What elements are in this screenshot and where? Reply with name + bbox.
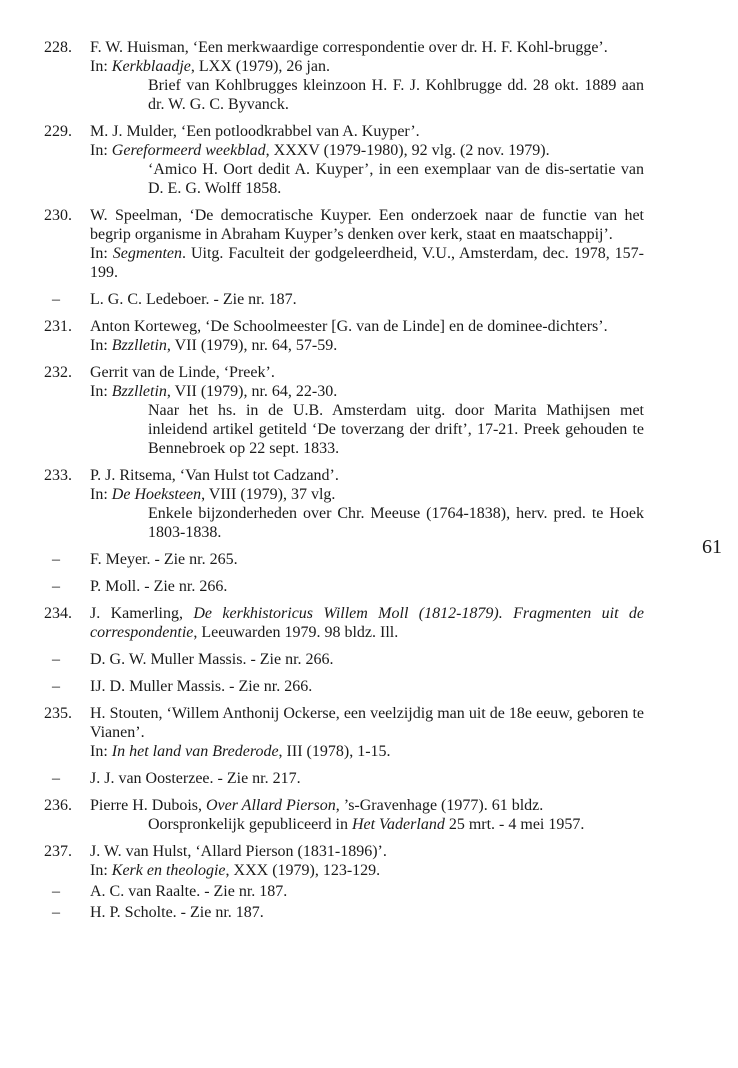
entry-dash: –: [52, 551, 60, 568]
entry-source: In: Kerkblaadje, LXX (1979), 26 jan.: [90, 58, 330, 75]
entry-number: 232.: [44, 364, 72, 381]
entry-citation: H. Stouten, ‘Willem Anthonij Ockerse, een veelzijdig man uit de 18e eeuw, geboren te Vianen’.: [90, 705, 644, 741]
entry-dash: –: [52, 678, 60, 695]
source-title: Kerk en theologie: [111, 862, 226, 879]
page-number: 61: [702, 536, 722, 558]
cross-reference-entry: [44, 882, 644, 901]
entry-229: [44, 122, 644, 198]
entry-230: [44, 206, 644, 282]
entry-annotation: ‘Amico H. Oort dedit A. Kuyper’, in een exemplaar van de dis-sertatie van D. E. G. Wolff 1858.: [148, 161, 644, 197]
source-title: Bzzlletin: [111, 383, 167, 400]
entry-citation: M. J. Mulder, ‘Een potloodkrabbel van A. Kuyper’.: [90, 123, 420, 140]
entry-citation: Pierre H. Dubois, Over Allard Pierson, ’s-Gravenhage (1977). 61 bldz.: [90, 797, 544, 814]
entry-236: [44, 796, 644, 834]
entry-dash: –: [52, 883, 60, 900]
entry-235: [44, 704, 644, 761]
entry-237: [44, 842, 644, 880]
entry-annotation: Naar het hs. in de U.B. Amsterdam uitg. door Marita Mathijsen met inleidend artikel getiteld ‘De toverzang der drift’, 17-21. Preek gehouden te Bennebroek op 22 sept. 1833.: [148, 402, 644, 457]
entry-number: 230.: [44, 207, 72, 224]
entry-citation: F. W. Huisman, ‘Een merkwaardige correspondentie over dr. H. F. Kohl-brugge’.: [90, 39, 608, 56]
cross-reference-entry: [44, 650, 644, 669]
cross-reference-entry: [44, 550, 644, 569]
entry-citation: J. J. van Oosterzee. - Zie nr. 217.: [90, 770, 301, 787]
entry-source: In: De Hoeksteen, VIII (1979), 37 vlg.: [90, 486, 336, 503]
entry-citation: J. Kamerling, De kerkhistoricus Willem Moll (1812-1879). Fragmenten uit de correspondentie, Leeuwarden 1979. 98 bldz. Ill.: [90, 605, 645, 641]
entry-source: In: Segmenten. Uitg. Faculteit der godgeleerdheid, V.U., Amsterdam, dec. 1978, 157-199.: [90, 245, 644, 281]
entry-source: In: Bzzlletin, VII (1979), nr. 64, 57-59.: [90, 337, 338, 354]
entry-number: 229.: [44, 123, 72, 140]
cross-reference-entry: [44, 577, 644, 596]
source-title: Kerkblaadje: [111, 58, 191, 75]
book-title: De kerkhistoricus Willem Moll (1812-1879). Fragmenten uit de correspondentie: [90, 605, 645, 641]
entry-232: [44, 363, 644, 458]
entry-source: In: Bzzlletin, VII (1979), nr. 64, 22-30.: [90, 383, 338, 400]
entry-citation: W. Speelman, ‘De democratische Kuyper. Een onderzoek naar de functie van het begrip organisme in Abraham Kuyper’s denken over kerk, staat en maatschappij’.: [90, 207, 644, 243]
source-title: Segmenten: [112, 245, 183, 262]
entry-dash: –: [52, 291, 60, 308]
annotation-title: Het Vaderland: [351, 816, 445, 833]
entry-citation: H. P. Scholte. - Zie nr. 187.: [90, 904, 264, 921]
entry-dash: –: [52, 651, 60, 668]
entry-citation: Gerrit van de Linde, ‘Preek’.: [90, 364, 275, 381]
entry-number: 233.: [44, 467, 72, 484]
entry-citation: J. W. van Hulst, ‘Allard Pierson (1831-1896)’.: [90, 843, 387, 860]
source-title: Gereformeerd weekblad: [111, 142, 266, 159]
entry-dash: –: [52, 578, 60, 595]
entry-citation: P. J. Ritsema, ‘Van Hulst tot Cadzand’.: [90, 467, 339, 484]
cross-reference-entry: [44, 677, 644, 696]
entry-number: 234.: [44, 605, 72, 622]
entry-annotation: Brief van Kohlbrugges kleinzoon H. F. J. Kohlbrugge dd. 28 okt. 1889 aan dr. W. G. C. Byvanck.: [148, 77, 644, 113]
entry-citation: D. G. W. Muller Massis. - Zie nr. 266.: [90, 651, 334, 668]
book-title: Over Allard Pierson: [205, 797, 336, 814]
entry-annotation: Oorspronkelijk gepubliceerd in Het Vaderland 25 mrt. - 4 mei 1957.: [148, 816, 585, 833]
entry-annotation: Enkele bijzonderheden over Chr. Meeuse (1764-1838), herv. pred. te Hoek 1803-1838.: [148, 505, 644, 541]
entry-number: 236.: [44, 797, 72, 814]
entry-citation: L. G. C. Ledeboer. - Zie nr. 187.: [90, 291, 297, 308]
entry-citation: IJ. D. Muller Massis. - Zie nr. 266.: [90, 678, 313, 695]
entry-number: 237.: [44, 843, 72, 860]
entry-233: [44, 466, 644, 542]
entry-number: 235.: [44, 705, 72, 722]
entry-source: In: Gereformeerd weekblad, XXXV (1979-1980), 92 vlg. (2 nov. 1979).: [90, 142, 550, 159]
entry-dash: –: [52, 770, 60, 787]
source-title: Bzzlletin: [111, 337, 167, 354]
entry-number: 231.: [44, 318, 72, 335]
entry-234: [44, 604, 644, 642]
entry-231: [44, 317, 644, 355]
entry-source: In: Kerk en theologie, XXX (1979), 123-129.: [90, 862, 381, 879]
entry-citation: P. Moll. - Zie nr. 266.: [90, 578, 228, 595]
cross-reference-entry: [44, 290, 644, 309]
entry-source: In: In het land van Brederode, III (1978), 1-15.: [90, 743, 391, 760]
cross-reference-entry: [44, 903, 644, 922]
entry-citation: F. Meyer. - Zie nr. 265.: [90, 551, 238, 568]
entry-dash: –: [52, 904, 60, 921]
entry-citation: Anton Korteweg, ‘De Schoolmeester [G. van de Linde] en de dominee-dichters’.: [90, 318, 608, 335]
entry-number: 228.: [44, 39, 72, 56]
entry-228: [44, 38, 644, 114]
source-title: De Hoeksteen: [111, 486, 202, 503]
cross-reference-entry: [44, 769, 644, 788]
entry-citation: A. C. van Raalte. - Zie nr. 187.: [90, 883, 288, 900]
source-title: In het land van Brederode: [111, 743, 279, 760]
bibliography-list: [44, 38, 644, 930]
